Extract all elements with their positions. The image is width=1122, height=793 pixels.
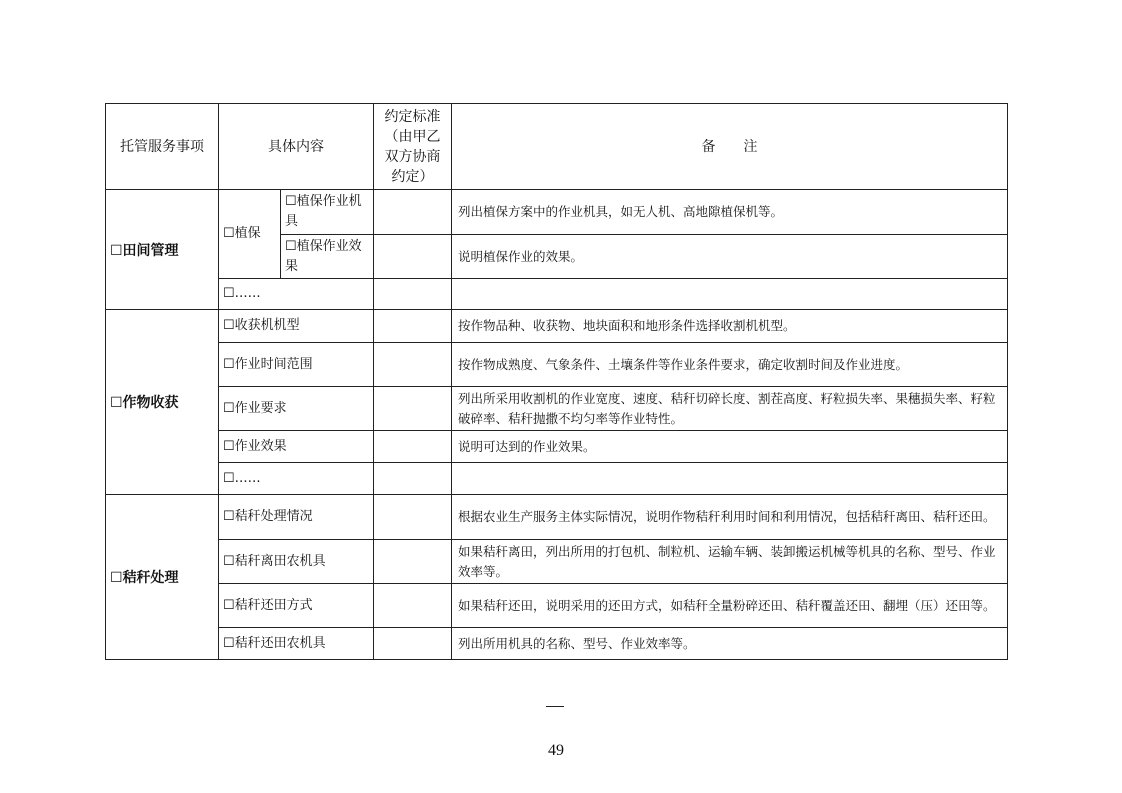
remark-cell: 按作物品种、收获物、地块面积和地形条件选择收割机机型。 bbox=[452, 310, 1008, 343]
table-row bbox=[106, 431, 1008, 463]
item-cell: ☐收获机机型 bbox=[219, 310, 374, 343]
item-cell: ☐植保作业效果 bbox=[281, 235, 374, 279]
table-row bbox=[106, 495, 1008, 540]
standard-cell[interactable] bbox=[374, 235, 452, 279]
remark-cell: 如果秸秆还田，说明采用的还田方式，如秸秆全量粉碎还田、秸秆覆盖还田、翻埋（压）还田等。 bbox=[452, 584, 1008, 628]
remark-cell: 列出植保方案中的作业机具，如无人机、高地隙植保机等。 bbox=[452, 190, 1008, 235]
category-crop-harvest: ☐作物收获 bbox=[106, 310, 219, 495]
table-row bbox=[106, 343, 1008, 387]
standard-cell[interactable] bbox=[374, 540, 452, 584]
item-cell: ☐…… bbox=[219, 463, 374, 495]
header-content: 具体内容 bbox=[219, 104, 374, 190]
header-service-item: 托管服务事项 bbox=[106, 104, 219, 190]
standard-cell[interactable] bbox=[374, 387, 452, 431]
table-row bbox=[106, 387, 1008, 431]
service-table bbox=[105, 103, 1008, 660]
remark-cell: 根据农业生产服务主体实际情况，说明作物秸秆利用时间和利用情况，包括秸秆离田、秸秆还田。 bbox=[452, 495, 1008, 540]
item-cell: ☐秸秆处理情况 bbox=[219, 495, 374, 540]
remark-cell bbox=[452, 279, 1008, 310]
standard-cell[interactable] bbox=[374, 495, 452, 540]
remark-cell bbox=[452, 463, 1008, 495]
item-cell: ☐…… bbox=[219, 279, 374, 310]
table-row bbox=[106, 310, 1008, 343]
category-straw-handling: ☐秸秆处理 bbox=[106, 495, 219, 660]
item-cell: ☐秸秆还田方式 bbox=[219, 584, 374, 628]
remark-cell: 说明可达到的作业效果。 bbox=[452, 431, 1008, 463]
page-dash bbox=[546, 706, 564, 707]
standard-cell[interactable] bbox=[374, 431, 452, 463]
standard-cell[interactable] bbox=[374, 310, 452, 343]
category-field-management: ☐田间管理 bbox=[106, 190, 219, 310]
remark-cell: 列出所用机具的名称、型号、作业效率等。 bbox=[452, 628, 1008, 660]
standard-cell[interactable] bbox=[374, 279, 452, 310]
standard-cell[interactable] bbox=[374, 343, 452, 387]
item-cell: ☐作业时间范围 bbox=[219, 343, 374, 387]
standard-cell[interactable] bbox=[374, 584, 452, 628]
remark-cell: 列出所采用收割机的作业宽度、速度、秸秆切碎长度、割茬高度、籽粒损失率、果穗损失率、籽粒破碎率、秸秆抛撒不均匀率等作业特性。 bbox=[452, 387, 1008, 431]
table-row bbox=[106, 190, 1008, 235]
table-row bbox=[106, 463, 1008, 495]
standard-cell[interactable] bbox=[374, 190, 452, 235]
header-remarks: 备 注 bbox=[452, 104, 1008, 190]
table-header-row bbox=[106, 104, 1008, 190]
standard-cell[interactable] bbox=[374, 628, 452, 660]
item-cell: ☐秸秆还田农机具 bbox=[219, 628, 374, 660]
standard-cell[interactable] bbox=[374, 463, 452, 495]
page-number: 49 bbox=[548, 742, 564, 759]
remark-cell: 按作物成熟度、气象条件、土壤条件等作业条件要求，确定收割时间及作业进度。 bbox=[452, 343, 1008, 387]
table-row bbox=[106, 584, 1008, 628]
header-standard: 约定标准（由甲乙双方协商约定） bbox=[374, 104, 452, 190]
remark-cell: 说明植保作业的效果。 bbox=[452, 235, 1008, 279]
subcategory-plant-protection: ☐植保 bbox=[219, 190, 281, 279]
remark-cell: 如果秸秆离田，列出所用的打包机、制粒机、运输车辆、装卸搬运机械等机具的名称、型号、作业效率等。 bbox=[452, 540, 1008, 584]
item-cell: ☐植保作业机具 bbox=[281, 190, 374, 235]
table-row bbox=[106, 540, 1008, 584]
item-cell: ☐秸秆离田农机具 bbox=[219, 540, 374, 584]
table-row bbox=[106, 279, 1008, 310]
item-cell: ☐作业要求 bbox=[219, 387, 374, 431]
table-row bbox=[106, 628, 1008, 660]
item-cell: ☐作业效果 bbox=[219, 431, 374, 463]
